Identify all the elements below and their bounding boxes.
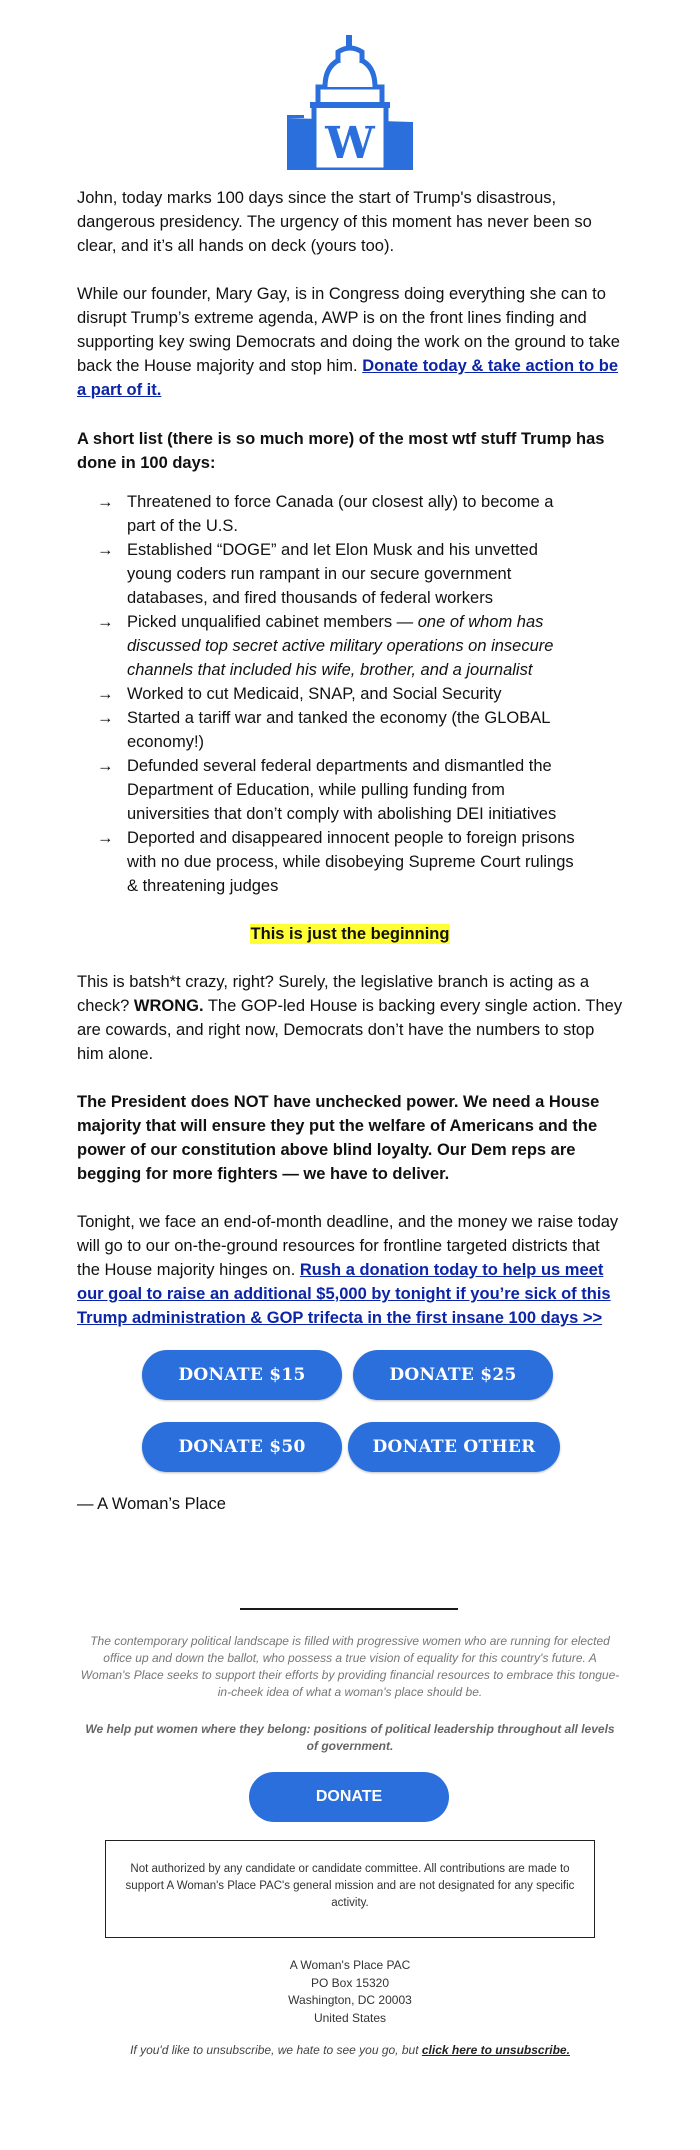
- footer-mission: We help put women where they belong: positions of political leadership throughout all levels of government.: [85, 1722, 615, 1753]
- arrow-icon: →: [97, 685, 114, 703]
- donate-25-button[interactable]: DONATE $25: [353, 1350, 553, 1400]
- donate-other-button[interactable]: DONATE OTHER: [348, 1422, 560, 1472]
- list-item: → Deported and disappeared innocent people to foreign prisons with no due process, while disobeying Supreme Court rulings & threatening judges: [77, 826, 582, 898]
- founder-text: While our founder, Mary Gay, is in Congress doing everything she can to disrupt Trump’s extreme agenda, AWP is on the front lines finding and supporting key swing Democrats and doing the work on the ground to take back the House majority and stop him.: [77, 285, 620, 375]
- list-heading: A short list (there is so much more) of the most wtf stuff Trump has done in 100 days:: [77, 430, 605, 472]
- intro-paragraph: John, today marks 100 days since the start of Trump's disastrous, dangerous presidency. The urgency of this moment has never been so clear, and it’s all hands on deck (yours too).: [77, 189, 592, 255]
- arrow-icon: →: [97, 493, 114, 511]
- donate-15-button[interactable]: DONATE $15: [142, 1350, 342, 1400]
- batsht-paragraph: This is batsh*t crazy, right? Surely, the legislative branch is acting as a check? WRONG. The GOP-led House is backing every single action. They are cowards, and right now, Democrats don’t have the numbers to stop him alone.: [77, 973, 623, 1063]
- mailing-address: A Woman's Place PAC PO Box 15320 Washington, DC 20003 United States: [288, 1958, 412, 2025]
- arrow-icon: →: [97, 709, 114, 727]
- list-item: → Established “DOGE” and let Elon Musk and his unvetted young coders run rampant in our secure government databases, and fired thousands of federal workers: [77, 538, 582, 610]
- legal-disclaimer: Not authorized by any candidate or candidate committee. All contributions are made to support A Woman's Place PAC's general mission and are not designated for any specific activity.: [105, 1840, 595, 1938]
- svg-text:W: W: [325, 118, 375, 169]
- arrow-icon: →: [97, 541, 114, 559]
- footer-donate-button[interactable]: DONATE: [249, 1772, 449, 1822]
- list-item: → Started a tariff war and tanked the economy (the GLOBAL economy!): [77, 706, 582, 754]
- footer-divider: [240, 1608, 458, 1610]
- founder-paragraph: [77, 282, 623, 402]
- footer-about: The contemporary political landscape is filled with progressive women who are running for elected office up and down the ballot, who possess a true vision of equality for this country's future. A Woman's Place seeks to support their efforts by providing financial resources to embrace this tongue-in-cheek idea of what a woman's place should be.: [80, 1634, 620, 1699]
- arrow-icon: →: [97, 757, 114, 775]
- capitol-w-logo-icon: [280, 30, 420, 170]
- list-item: → Picked unqualified cabinet members — one of whom has discussed top secret active military operations on insecure channels that included his wife, brother, and a journalist: [77, 610, 582, 682]
- beginning-highlight: This is just the beginning: [250, 925, 450, 943]
- list-item: → Threatened to force Canada (our closest ally) to become a part of the U.S.: [77, 490, 582, 538]
- list-item: → Defunded several federal departments and dismantled the Department of Education, while pulling funding from universities that don’t comply with abolishing DEI initiatives: [77, 754, 582, 826]
- trump-actions-list: [77, 490, 623, 898]
- signoff: — A Woman’s Place: [77, 1495, 226, 1513]
- tonight-paragraph: Tonight, we face an end-of-month deadline, and the money we raise today will go to our on-the-ground resources for frontline targeted districts that the House majority hinges on. Rush a donation today to help us meet our goal to raise an additional $5,000 by tonight if you’re sick of this Trump administration & GOP trifecta in the first insane 100 days >>: [77, 1213, 619, 1327]
- unsubscribe-link[interactable]: click here to unsubscribe.: [421, 2043, 570, 2057]
- rush-donation-link[interactable]: Rush a donation today to help us meet our goal to raise an additional $5,000 by tonight if you’re sick of this Trump administration & GOP trifecta in the first insane 100 days >>: [77, 1261, 611, 1327]
- president-paragraph: The President does NOT have unchecked power. We need a House majority that will ensure they put the welfare of Americans and the power of our constitution above blind loyalty. Our Dem reps are begging for more fighters — we have to deliver.: [77, 1093, 600, 1183]
- unsubscribe-line: If you'd like to unsubscribe, we hate to see you go, but click here to unsubscribe.: [130, 2043, 570, 2057]
- donate-50-button[interactable]: DONATE $50: [142, 1422, 342, 1472]
- arrow-icon: →: [97, 829, 114, 847]
- arrow-icon: →: [97, 613, 114, 631]
- donate-take-action-link[interactable]: Donate today & take action to be a part of it.: [77, 357, 619, 399]
- logo: [0, 30, 700, 175]
- list-item: → Worked to cut Medicaid, SNAP, and Social Security: [77, 682, 582, 706]
